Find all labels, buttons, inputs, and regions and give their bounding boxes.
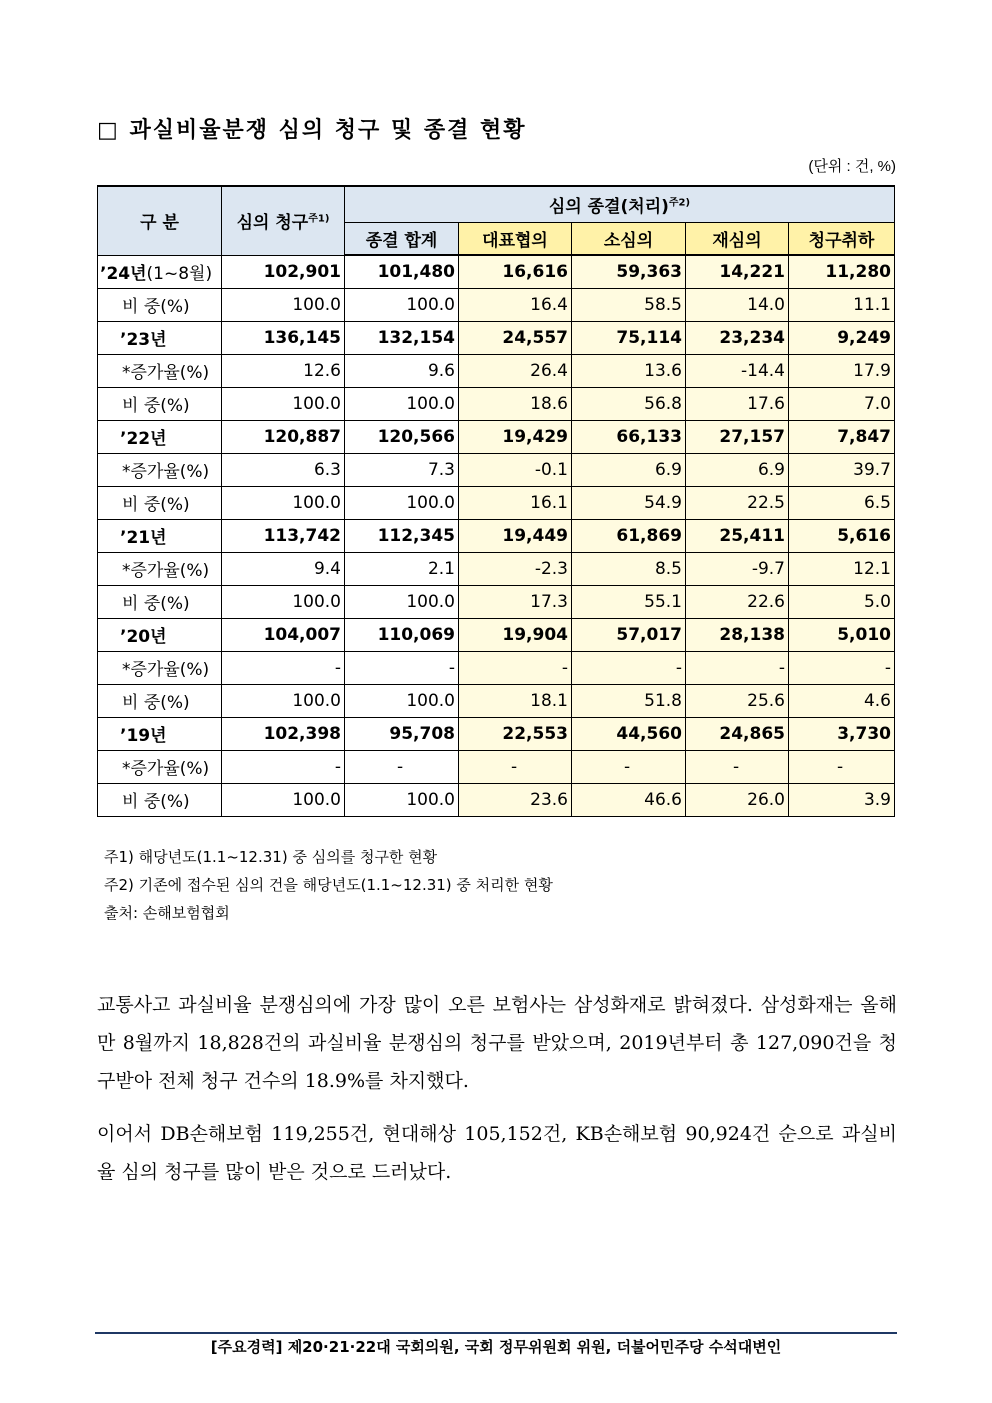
cell: 6.5 bbox=[789, 486, 895, 519]
cell: 16,616 bbox=[459, 255, 572, 288]
cell: 61,869 bbox=[572, 519, 686, 552]
cell: 59,363 bbox=[572, 255, 686, 288]
cell: 100.0 bbox=[222, 684, 345, 717]
table-notes bbox=[104, 843, 553, 927]
cell: 23.6 bbox=[459, 783, 572, 816]
cell: 136,145 bbox=[222, 321, 345, 354]
header-small: 소심의 bbox=[572, 222, 686, 255]
cell: 17.9 bbox=[789, 354, 895, 387]
row-y21-ratio bbox=[98, 585, 895, 618]
cell: 26.0 bbox=[686, 783, 789, 816]
row-y22-growth bbox=[98, 453, 895, 486]
cell: 25.6 bbox=[686, 684, 789, 717]
row-y20 bbox=[98, 618, 895, 651]
cell: 3,730 bbox=[789, 717, 895, 750]
cell: 17.3 bbox=[459, 585, 572, 618]
cell: 100.0 bbox=[345, 684, 459, 717]
cell: 58.5 bbox=[572, 288, 686, 321]
row-y22-ratio bbox=[98, 486, 895, 519]
cell: 9.6 bbox=[345, 354, 459, 387]
note-2: 주2) 기존에 접수된 심의 건을 해당년도(1.1~12.31) 중 처리한 현황 bbox=[104, 876, 553, 894]
cell: - bbox=[345, 651, 459, 684]
header-total: 종결 합계 bbox=[345, 222, 459, 255]
footer-career: [주요경력] 제20·21·22대 국회의원, 국회 정무위원회 위원, 더불어민주당 수석대변인 bbox=[210, 1338, 782, 1356]
cell: 22,553 bbox=[459, 717, 572, 750]
cell: 7.3 bbox=[345, 453, 459, 486]
cell: 7,847 bbox=[789, 420, 895, 453]
cell: 104,007 bbox=[222, 618, 345, 651]
cell: 100.0 bbox=[222, 585, 345, 618]
cell: 2.1 bbox=[345, 552, 459, 585]
cell: - bbox=[345, 750, 459, 783]
cell: 46.6 bbox=[572, 783, 686, 816]
row-label: *증가율(%) bbox=[98, 750, 222, 783]
cell: 19,904 bbox=[459, 618, 572, 651]
cell: - bbox=[459, 651, 572, 684]
header-rep: 대표협의 bbox=[459, 222, 572, 255]
cell: 8.5 bbox=[572, 552, 686, 585]
cell: 28,138 bbox=[686, 618, 789, 651]
cell: 101,480 bbox=[345, 255, 459, 288]
row-y22 bbox=[98, 420, 895, 453]
cell: 102,901 bbox=[222, 255, 345, 288]
row-y24-ratio bbox=[98, 288, 895, 321]
row-label: *증가율(%) bbox=[98, 453, 222, 486]
cell: 110,069 bbox=[345, 618, 459, 651]
cell: 9,249 bbox=[789, 321, 895, 354]
cell: - bbox=[789, 651, 895, 684]
cell: 100.0 bbox=[345, 486, 459, 519]
cell: 132,154 bbox=[345, 321, 459, 354]
header-closure-group: 심의 종결(처리)$^{주2)}$ bbox=[345, 186, 895, 222]
cell: 14,221 bbox=[686, 255, 789, 288]
header-claims: 심의 청구$^{주1)}$ bbox=[222, 186, 345, 255]
cell: - bbox=[459, 750, 572, 783]
row-y20-growth bbox=[98, 651, 895, 684]
cell: 22.5 bbox=[686, 486, 789, 519]
cell: - bbox=[222, 651, 345, 684]
row-y20-ratio bbox=[98, 684, 895, 717]
cell: 120,566 bbox=[345, 420, 459, 453]
row-label: 비 중(%) bbox=[98, 684, 222, 717]
cell: 6.9 bbox=[686, 453, 789, 486]
cell: 5,616 bbox=[789, 519, 895, 552]
row-y24 bbox=[98, 255, 895, 288]
cell: 54.9 bbox=[572, 486, 686, 519]
row-label: ’19년 bbox=[98, 717, 222, 750]
cell: 112,345 bbox=[345, 519, 459, 552]
cell: 13.6 bbox=[572, 354, 686, 387]
cell: 66,133 bbox=[572, 420, 686, 453]
cell: 56.8 bbox=[572, 387, 686, 420]
row-y21 bbox=[98, 519, 895, 552]
cell: - bbox=[572, 651, 686, 684]
unit-label: (단위 : 건, %) bbox=[808, 158, 896, 175]
row-label: *증가율(%) bbox=[98, 651, 222, 684]
cell: 7.0 bbox=[789, 387, 895, 420]
cell: 100.0 bbox=[222, 288, 345, 321]
row-label: ’21년 bbox=[98, 519, 222, 552]
row-label: 비 중(%) bbox=[98, 387, 222, 420]
cell: 24,865 bbox=[686, 717, 789, 750]
cell: 9.4 bbox=[222, 552, 345, 585]
header-re: 재심의 bbox=[686, 222, 789, 255]
row-y19-ratio bbox=[98, 783, 895, 816]
cell: 12.6 bbox=[222, 354, 345, 387]
cell: 39.7 bbox=[789, 453, 895, 486]
body-paragraph-2: 이어서 DB손해보험 119,255건, 현대해상 105,152건, KB손해보험 90,924건 순으로 과실비율 심의 청구를 많이 받은 것으로 드러났다. bbox=[97, 1123, 897, 1183]
cell: 5,010 bbox=[789, 618, 895, 651]
row-label: *증가율(%) bbox=[98, 354, 222, 387]
row-label: 비 중(%) bbox=[98, 486, 222, 519]
cell: 11,280 bbox=[789, 255, 895, 288]
cell: 16.4 bbox=[459, 288, 572, 321]
cell: 6.9 bbox=[572, 453, 686, 486]
row-label: 비 중(%) bbox=[98, 783, 222, 816]
cell: - bbox=[686, 651, 789, 684]
cell: 19,449 bbox=[459, 519, 572, 552]
cell: 24,557 bbox=[459, 321, 572, 354]
cell: 22.6 bbox=[686, 585, 789, 618]
cell: 6.3 bbox=[222, 453, 345, 486]
cell: 100.0 bbox=[345, 783, 459, 816]
cell: 18.6 bbox=[459, 387, 572, 420]
row-y23-growth bbox=[98, 354, 895, 387]
cell: 5.0 bbox=[789, 585, 895, 618]
cell: 12.1 bbox=[789, 552, 895, 585]
page-title: □ 과실비율분쟁 심의 청구 및 종결 현황 bbox=[97, 117, 527, 143]
cell: 51.8 bbox=[572, 684, 686, 717]
cell: 100.0 bbox=[345, 585, 459, 618]
row-label: 비 중(%) bbox=[98, 585, 222, 618]
cell: 16.1 bbox=[459, 486, 572, 519]
note-source: 출처: 손해보험협회 bbox=[104, 904, 230, 922]
cell: 23,234 bbox=[686, 321, 789, 354]
row-y23 bbox=[98, 321, 895, 354]
cell: 11.1 bbox=[789, 288, 895, 321]
row-label: ’23년 bbox=[98, 321, 222, 354]
cell: 14.0 bbox=[686, 288, 789, 321]
footer-divider bbox=[95, 1332, 897, 1334]
cell: 3.9 bbox=[789, 783, 895, 816]
cell: 19,429 bbox=[459, 420, 572, 453]
cell: - bbox=[572, 750, 686, 783]
cell: 17.6 bbox=[686, 387, 789, 420]
cell: 18.1 bbox=[459, 684, 572, 717]
cell: - bbox=[789, 750, 895, 783]
header-withdraw: 청구취하 bbox=[789, 222, 895, 255]
cell: 95,708 bbox=[345, 717, 459, 750]
cell: 100.0 bbox=[222, 387, 345, 420]
cell: -9.7 bbox=[686, 552, 789, 585]
cell: 26.4 bbox=[459, 354, 572, 387]
cell: 113,742 bbox=[222, 519, 345, 552]
cell: 100.0 bbox=[222, 486, 345, 519]
cell: -14.4 bbox=[686, 354, 789, 387]
cell: 4.6 bbox=[789, 684, 895, 717]
cell: 100.0 bbox=[222, 783, 345, 816]
row-label: *증가율(%) bbox=[98, 552, 222, 585]
cell: - bbox=[686, 750, 789, 783]
cell: 57,017 bbox=[572, 618, 686, 651]
cell: 44,560 bbox=[572, 717, 686, 750]
cell: 25,411 bbox=[686, 519, 789, 552]
claims-table bbox=[97, 185, 895, 817]
cell: -2.3 bbox=[459, 552, 572, 585]
row-y19 bbox=[98, 717, 895, 750]
cell: 75,114 bbox=[572, 321, 686, 354]
cell: 55.1 bbox=[572, 585, 686, 618]
body-paragraph-1: 교통사고 과실비율 분쟁심의에 가장 많이 오른 보험사는 삼성화재로 밝혀졌다. 삼성화재는 올해만 8월까지 18,828건의 과실비율 분쟁심의 청구를 받았으며, 2019년부터 총 127,090건을 청구받아 전체 청구 건수의 18.9%를 차지했다. bbox=[97, 994, 897, 1092]
row-label: 비 중(%) bbox=[98, 288, 222, 321]
row-y19-growth bbox=[98, 750, 895, 783]
header-category: 구 분 bbox=[98, 186, 222, 255]
cell: 102,398 bbox=[222, 717, 345, 750]
row-label: ’24년(1~8월) bbox=[98, 255, 222, 288]
row-label: ’20년 bbox=[98, 618, 222, 651]
cell: -0.1 bbox=[459, 453, 572, 486]
cell: 120,887 bbox=[222, 420, 345, 453]
note-1: 주1) 해당년도(1.1~12.31) 중 심의를 청구한 현황 bbox=[104, 848, 438, 866]
row-y21-growth bbox=[98, 552, 895, 585]
row-label: ’22년 bbox=[98, 420, 222, 453]
cell: 100.0 bbox=[345, 387, 459, 420]
row-y23-ratio bbox=[98, 387, 895, 420]
cell: 100.0 bbox=[345, 288, 459, 321]
cell: 27,157 bbox=[686, 420, 789, 453]
cell: - bbox=[222, 750, 345, 783]
